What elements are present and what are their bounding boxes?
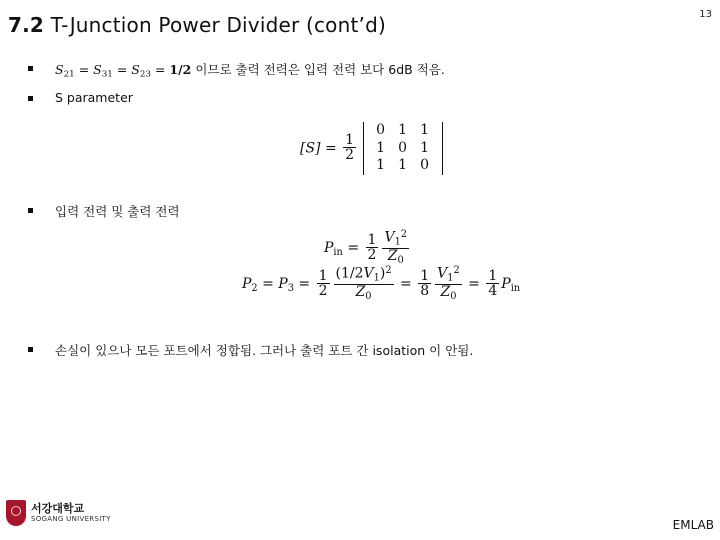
matrix-cell: 1: [420, 139, 429, 156]
logo-english-text: SOGANG UNIVERSITY: [31, 515, 111, 524]
pin-equation: $P_{in}$ = $\frac{1}{2}$ $\frac{V_1^2}{Z_0}$: [324, 229, 408, 266]
matrix-cell: 1: [376, 157, 385, 173]
s-matrix-equation: [300, 122, 443, 175]
matrix-cell: 1: [376, 139, 385, 156]
p2-p3-equation: $P_2 = P_3$ = $\frac{1}{2}$ $\frac{(1/2V_1)^2}{Z_0}$ = $\frac{1}{8}$ $\frac{V_1^2}{Z_0}$ = $\frac{1}{4}$ $P_{in}$: [242, 265, 521, 302]
coef-denominator: 2: [345, 147, 355, 164]
page-number: 13: [699, 9, 712, 20]
bullet-4-text: 손실이 있으나 모든 포트에서 정합됨. 그러나 출력 포트 간 isolation 이 안됨.: [55, 343, 474, 358]
bullet-marker: [28, 66, 33, 71]
bullet-2-text: S parameter: [55, 90, 133, 105]
s-equality-equation: $S_{21} = S_{31} = S_{23} = 1/2$: [55, 62, 192, 80]
matrix-cell: 1: [398, 122, 407, 138]
bullet-1: [55, 60, 445, 80]
logo-korean-text: 서강대학교: [31, 501, 85, 515]
slide-title: [8, 13, 386, 37]
slide-title-text: T-Junction Power Divider (cont’d): [50, 13, 386, 37]
lab-name: EMLAB: [672, 518, 714, 532]
matrix-cell: 1: [420, 122, 429, 138]
bullet-marker: [28, 347, 33, 352]
matrix-cell: 0: [420, 157, 429, 173]
s-matrix-lhs: [S] =: [300, 140, 337, 157]
bullet-1-text: 이므로 출력 전력은 입력 전력 보다 6dB 적음.: [195, 62, 445, 77]
matrix-cell: 1: [398, 157, 407, 173]
coef-numerator: 1: [345, 131, 355, 148]
matrix-row: [370, 122, 436, 140]
s-matrix: [363, 122, 443, 175]
matrix-row: [370, 157, 436, 175]
bullet-3-text: 입력 전력 및 출력 전력: [55, 204, 180, 219]
university-logo: [6, 500, 111, 526]
matrix-cell: 0: [398, 139, 407, 156]
matrix-row: [370, 140, 436, 158]
s-matrix-coefficient: [343, 133, 356, 164]
shield-icon: [6, 500, 26, 526]
bullet-marker: [28, 208, 33, 213]
matrix-cell: 0: [376, 122, 385, 138]
slide-title-number: 7.2: [8, 13, 45, 37]
bullet-marker: [28, 96, 33, 101]
